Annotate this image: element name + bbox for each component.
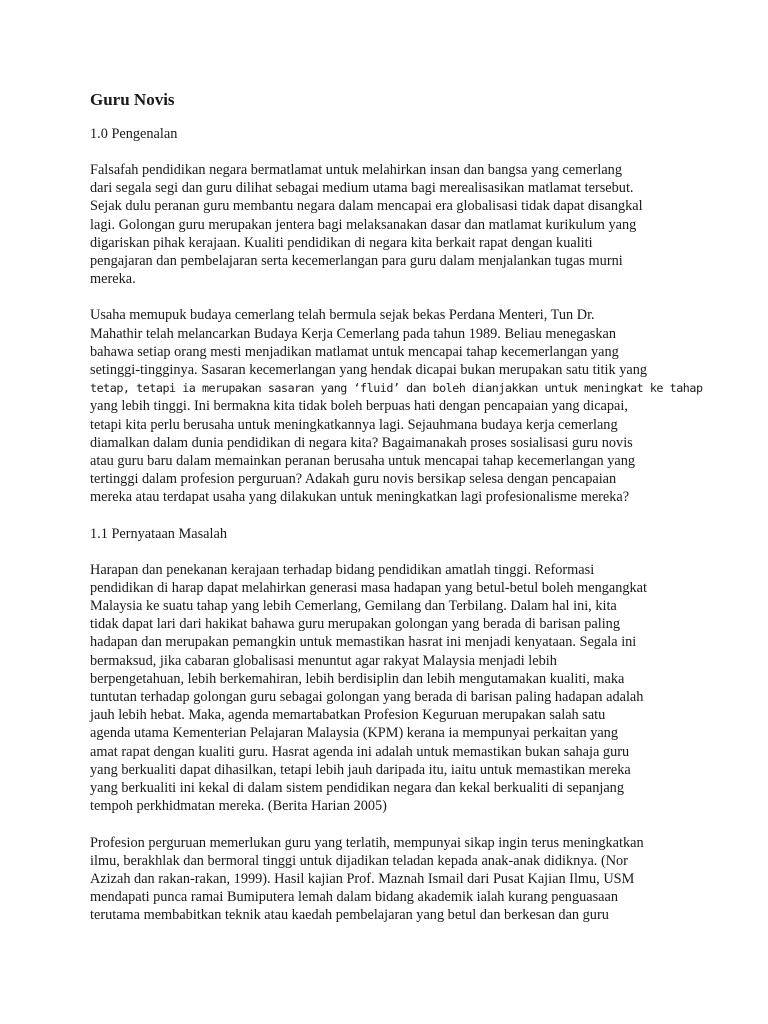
section-heading: 1.1 Pernyataan Masalah [90, 525, 227, 542]
text-line: Profesion perguruan memerlukan guru yang terlatih, mempunyai sikap ingin terus meningkatkan [90, 834, 644, 851]
text-line: amat rapat dengan kualiti guru. Hasrat agenda ini adalah untuk memastikan bukan sahaja guru [90, 743, 630, 760]
text-line: agenda utama Kementerian Pelajaran Malaysia (KPM) kerana ia mempunyai perkaitan yang [90, 725, 618, 742]
text-line: ilmu, berakhlak dan bermoral tinggi untuk dijadikan teladan kepada anak-anak didiknya. (Nor [90, 852, 628, 869]
document-page [90, 90, 703, 943]
section-pernyataan-masalah [90, 525, 690, 925]
text-line: terutama membabitkan teknik atau kaedah pembelajaran yang betul dan berkesan dan guru [90, 907, 609, 924]
text-line: pengajaran dan pembelajaran serta kecemerlangan para guru dalam menjalankan tugas murni [90, 253, 623, 270]
text-line: lagi. Golongan guru merupakan jentera bagi melaksanakan dasar dan matlamat kurikulum yang [90, 216, 637, 233]
text-line: tetapi kita perlu berusaha untuk meningkatkannya lagi. Sejauhmana budaya kerja cemerlang [90, 416, 618, 433]
text-line: pendidikan di harap dapat melahirkan generasi masa hadapan yang betul-betul boleh mengangkat [90, 579, 647, 596]
paragraph [90, 561, 690, 816]
text-line: tempoh perkhidmatan mereka. (Berita Harian 2005) [90, 798, 387, 815]
paragraph [90, 306, 703, 506]
paragraph [90, 161, 690, 288]
text-line: Sejak dulu peranan guru membantu negara dalam mencapai era globalisasi tidak dapat disangkal [90, 198, 643, 215]
text-line: Malaysia ke suatu tahap yang lebih Cemerlang, Gemilang dan Terbilang. Dalam hal ini, kita [90, 598, 617, 615]
text-line: yang berkualiti ini kekal di dalam sistem pendidikan negara dan kekal berkualiti di sepanjang [90, 780, 624, 797]
text-line: Harapan dan penekanan kerajaan terhadap bidang pendidikan amatlah tinggi. Reformasi [90, 561, 595, 578]
paragraph [90, 834, 690, 925]
text-line: bahawa setiap orang mesti menjadikan matlamat untuk mencapai tahap kecemerlangan yang [90, 343, 619, 360]
text-line: berpengetahuan, lebih berkemahiran, lebih berdisiplin dan lebih mengutamakan kualiti, maka [90, 670, 625, 687]
text-line: Usaha memupuk budaya cemerlang telah bermula sejak bekas Perdana Menteri, Tun Dr. [90, 307, 595, 324]
text-line: dari segala segi dan guru dilihat sebagai medium utama bagi merealisasikan matlamat tersebut. [90, 180, 634, 197]
text-line: setinggi-tingginya. Sasaran kecemerlangan yang hendak dicapai bukan merupakan satu titik yang [90, 362, 647, 379]
text-line: yang lebih tinggi. Ini bermakna kita tidak boleh berpuas hati dengan pencapaian yang dicapai, [90, 398, 628, 415]
text-line: tetap, tetapi ia merupakan sasaran yang ‘fluid’ dan boleh dianjakkan untuk meningkat ke tahap [90, 381, 703, 396]
text-line: tuntutan terhadap golongan guru sebagai golongan yang berada di barisan paling hadapan adalah [90, 689, 644, 706]
text-line: jauh lebih hebat. Maka, agenda memartabatkan Profesion Keguruan merupakan salah satu [90, 707, 606, 724]
text-line: tertinggi dalam profesion perguruan? Adakah guru novis bersikap selesa dengan pencapaian [90, 471, 617, 488]
section-heading: 1.0 Pengenalan [90, 126, 178, 142]
text-line: yang berkualiti dapat dihasilkan, tetapi lebih jauh daripada itu, iaitu untuk memastikan mereka [90, 761, 631, 778]
text-line: Mahathir telah melancarkan Budaya Kerja Cemerlang pada tahun 1989. Beliau menegaskan [90, 325, 617, 342]
text-line: mendapati punca ramai Bumiputera lemah dalam bidang akademik ialah kurang penguasaan [90, 889, 618, 906]
text-line: digariskan pihak kerajaan. Kualiti pendidikan di negara kita berkait rapat dengan kualiti [90, 234, 593, 251]
text-line: mereka atau terdapat usaha yang dilakukan untuk meningkatkan lagi profesionalisme mereka? [90, 489, 630, 506]
document-title: Guru Novis [90, 90, 175, 109]
text-line: Azizah dan rakan-rakan, 1999). Hasil kajian Prof. Maznah Ismail dari Pusat Kajian Ilmu, USM [90, 870, 635, 887]
section-pengenalan [90, 125, 703, 507]
text-line: hadapan dan merupakan pemangkin untuk memastikan hasrat ini menjadi kenyataan. Segala ini [90, 634, 637, 651]
text-line: tidak dapat lari dari hakikat bahawa guru merupakan golongan yang berada di barisan paling [90, 616, 620, 633]
text-line: diamalkan dalam dunia pendidikan di negara kita? Bagaimanakah proses sosialisasi guru novis [90, 434, 633, 451]
text-line: mereka. [90, 271, 136, 288]
text-line: atau guru baru dalam memainkan peranan berusaha untuk mencapai tahap kecemerlangan yang [90, 453, 636, 470]
text-line: Falsafah pendidikan negara bermatlamat untuk melahirkan insan dan bangsa yang cemerlang [90, 162, 622, 178]
text-line: bermaksud, jika cabaran globalisasi menuntut agar rakyat Malaysia menjadi lebih [90, 652, 557, 669]
